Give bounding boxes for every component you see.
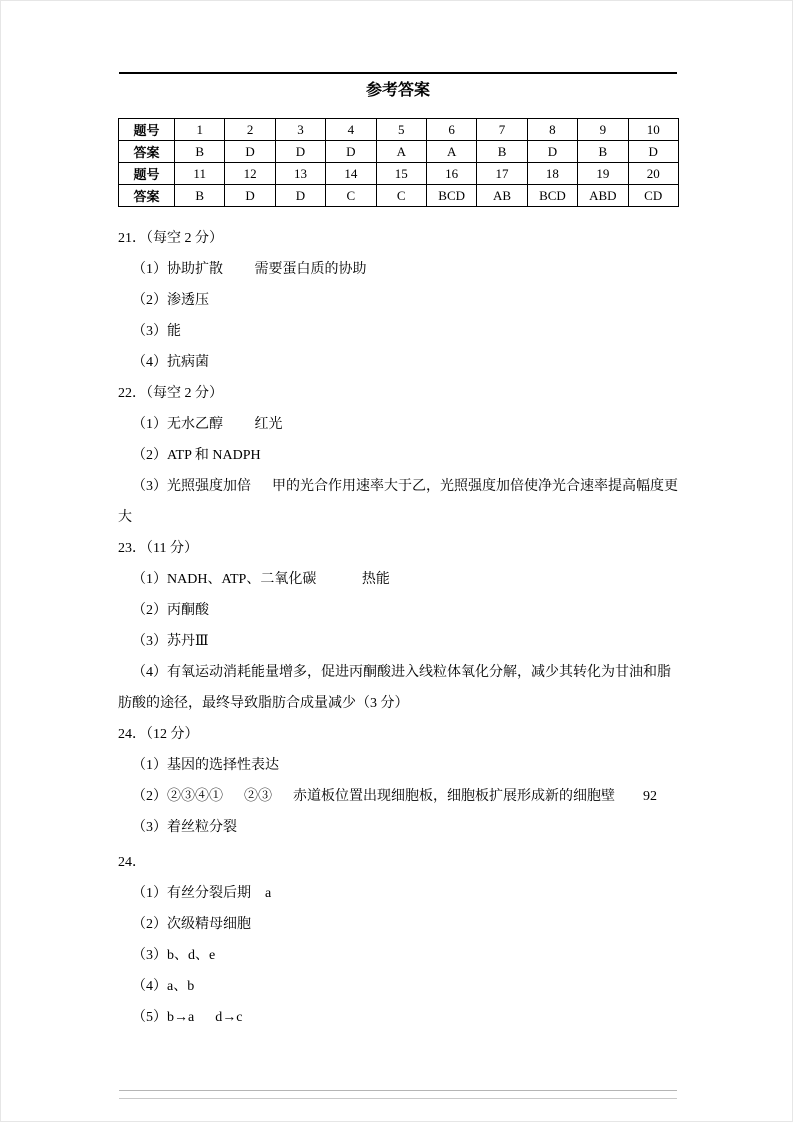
table-cell: 18	[527, 163, 577, 185]
table-cell: C	[376, 185, 426, 207]
table-cell: B	[578, 141, 628, 163]
answers-sections	[118, 223, 678, 1033]
table-cell: 3	[275, 119, 325, 141]
table-cell: 20	[628, 163, 678, 185]
table-cell: 5	[376, 119, 426, 141]
answer-section-22	[118, 378, 678, 533]
section-heading: 23．（11 分）	[118, 541, 198, 556]
table-cell: 4	[326, 119, 376, 141]
answer-line: （2）②③④① ②③ 赤道板位置出现细胞板，细胞板扩展形成新的细胞壁 92	[132, 789, 657, 804]
table-cell: 19	[578, 163, 628, 185]
table-cell: D	[527, 141, 577, 163]
table-row	[119, 163, 679, 185]
table-cell: 11	[175, 163, 225, 185]
table-cell: C	[326, 185, 376, 207]
table-cell: B	[175, 141, 225, 163]
answer-line: （2）次级精母细胞	[132, 917, 251, 932]
table-cell: 16	[426, 163, 476, 185]
row-label: 答案	[119, 141, 175, 163]
table-cell: 6	[426, 119, 476, 141]
table-row	[119, 119, 679, 141]
table-cell: 1	[175, 119, 225, 141]
table-row	[119, 141, 679, 163]
answer-line: （1）基因的选择性表达	[132, 758, 279, 773]
answer-line: （1）协助扩散 需要蛋白质的协助	[132, 262, 367, 277]
answer-line: （2）ATP 和 NADPH	[132, 448, 261, 463]
table-cell: B	[477, 141, 527, 163]
row-label: 题号	[119, 163, 175, 185]
page-title: 参考答案	[365, 82, 430, 99]
answer-line: （1）无水乙醇 红光	[132, 417, 283, 432]
table-cell: D	[628, 141, 678, 163]
answer-section-24	[118, 719, 678, 843]
table-cell: D	[275, 185, 325, 207]
table-cell: ABD	[578, 185, 628, 207]
table-cell: 12	[225, 163, 275, 185]
answer-line: （1）有丝分裂后期 a	[132, 886, 272, 901]
answer-line: （2）丙酮酸	[132, 603, 209, 618]
row-label: 答案	[119, 185, 175, 207]
answer-line: （1）NADH、ATP、二氧化碳 热能	[132, 572, 390, 587]
table-cell: 9	[578, 119, 628, 141]
table-cell: A	[376, 141, 426, 163]
answer-line: （3）光照强度加倍 甲的光合作用速率大于乙，光照强度加倍使净光合速率提高幅度更大	[118, 479, 678, 525]
table-cell: B	[175, 185, 225, 207]
table-cell: 13	[275, 163, 325, 185]
answer-line: （4）有氧运动消耗能量增多，促进丙酮酸进入线粒体氧化分解，减少其转化为甘油和脂肪酸的途径，最终导致脂肪合成量减少（3 分）	[118, 665, 671, 711]
document-body	[118, 81, 678, 1033]
answer-line: （3）苏丹Ⅲ	[132, 634, 209, 649]
answer-line: （5）b→a d→c	[132, 1010, 243, 1025]
answer-section-24b	[118, 847, 678, 1033]
table-cell: D	[225, 185, 275, 207]
answer-section-23	[118, 533, 678, 719]
answer-section-21	[118, 223, 678, 378]
section-heading: 24．（12 分）	[118, 727, 199, 742]
answer-line: （3）b、d、e	[132, 948, 216, 963]
footer-divider	[119, 1090, 677, 1091]
table-cell: D	[225, 141, 275, 163]
table-cell: 7	[477, 119, 527, 141]
header-divider	[119, 72, 677, 74]
table-cell: 2	[225, 119, 275, 141]
answer-line: （4）a、b	[132, 979, 195, 994]
table-row	[119, 185, 679, 207]
table-cell: D	[326, 141, 376, 163]
table-cell: BCD	[426, 185, 476, 207]
answer-line: （3）着丝粒分裂	[132, 820, 237, 835]
section-heading: 24．	[118, 855, 146, 870]
answer-key-table	[118, 118, 679, 207]
table-cell: D	[275, 141, 325, 163]
table-cell: A	[426, 141, 476, 163]
answer-line: （4）抗病菌	[132, 355, 209, 370]
table-cell: BCD	[527, 185, 577, 207]
table-cell: 8	[527, 119, 577, 141]
row-label: 题号	[119, 119, 175, 141]
section-heading: 21．（每空 2 分）	[118, 231, 223, 246]
footer-divider-secondary	[119, 1098, 677, 1099]
table-cell: 14	[326, 163, 376, 185]
table-cell: 15	[376, 163, 426, 185]
table-cell: 10	[628, 119, 678, 141]
table-cell: CD	[628, 185, 678, 207]
table-cell: 17	[477, 163, 527, 185]
answer-line: （3）能	[132, 324, 181, 339]
section-heading: 22．（每空 2 分）	[118, 386, 223, 401]
answer-line: （2）渗透压	[132, 293, 209, 308]
table-cell: AB	[477, 185, 527, 207]
